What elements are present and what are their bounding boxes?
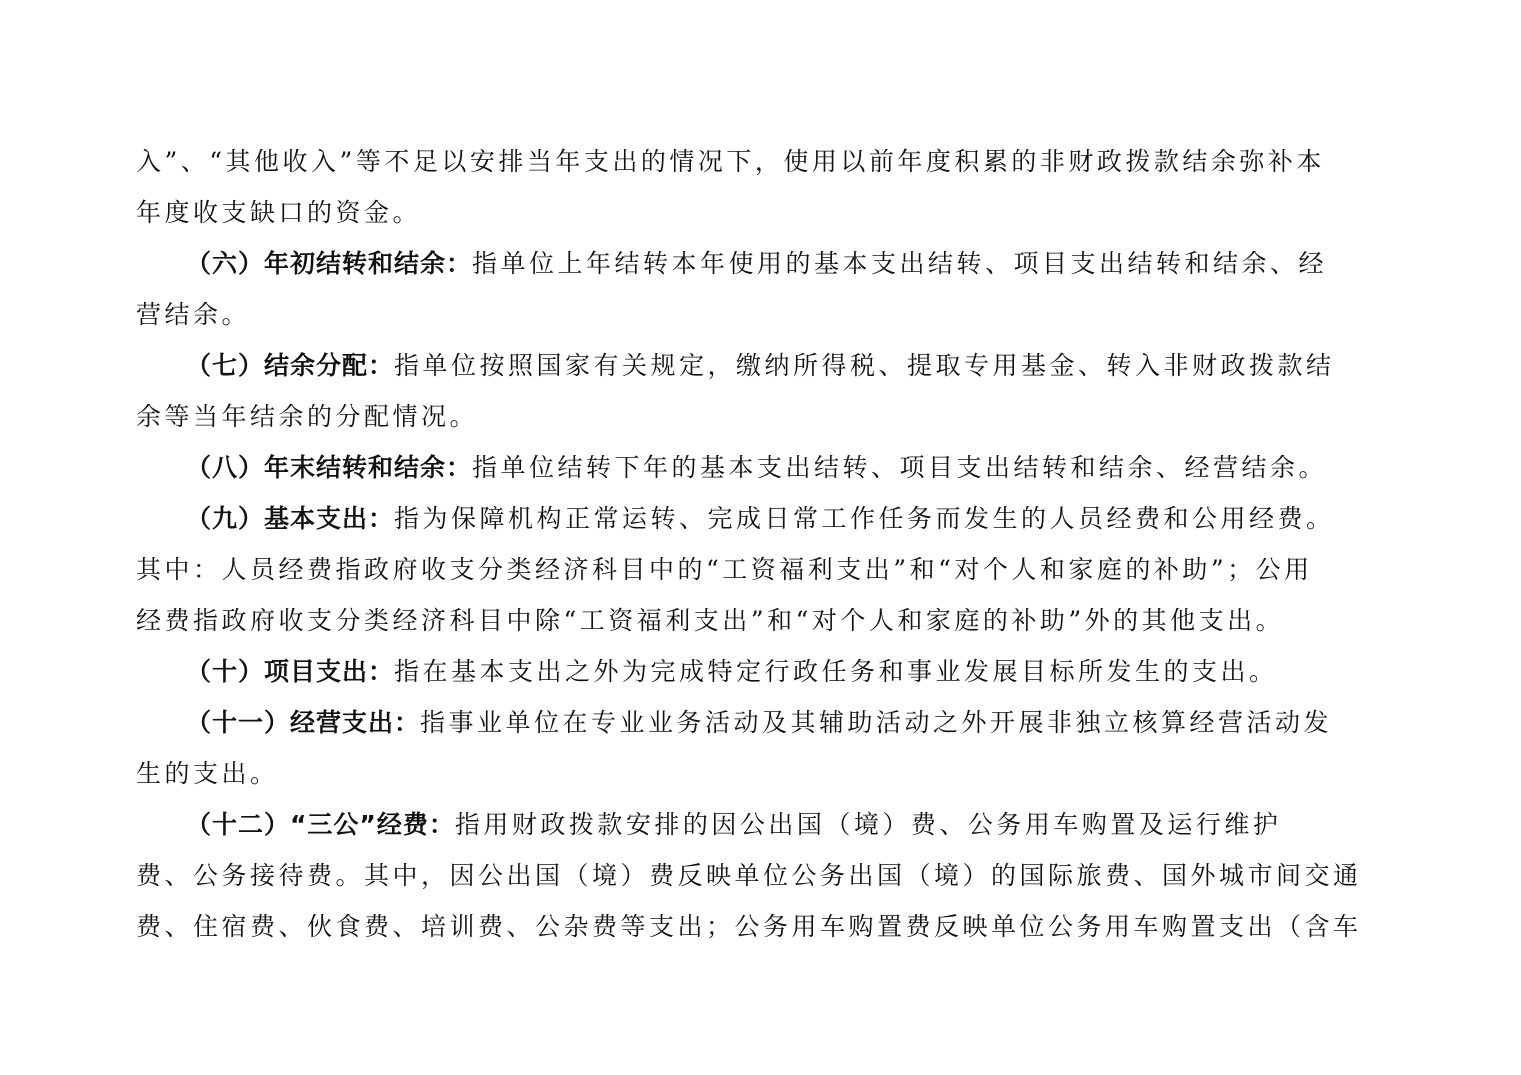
body-text: 指单位按照国家有关规定，缴纳所得税、提取专用基金、转入非财政拨款结 xyxy=(394,351,1335,380)
paragraph-6-line-2 xyxy=(136,300,250,330)
paragraph-10-line-1 xyxy=(186,657,1278,687)
paragraph-8-line-1 xyxy=(186,453,1327,483)
body-text: 生的支出。 xyxy=(136,759,279,788)
body-text: 指用财政拨款安排的因公出国（境）费、公务用车购置及运行维护 xyxy=(454,810,1282,839)
body-text: 费、住宿费、伙食费、培训费、公杂费等支出；公务用车购置费反映单位公务用车购置支出（含车 xyxy=(136,912,1362,941)
paragraph-6-line-1 xyxy=(186,249,1327,279)
term-heading: （十二）“三公”经费： xyxy=(186,810,455,839)
paragraph-continued-line-2 xyxy=(136,198,421,228)
body-text: 指为保障机构正常运转、完成日常工作任务而发生的人员经费和公用经费。 xyxy=(394,504,1335,533)
body-text: 入”、“其他收入”等不足以安排当年支出的情况下，使用以前年度积累的非财政拨款结余弥补本 xyxy=(136,147,1325,176)
paragraph-7-line-1 xyxy=(186,351,1335,381)
paragraph-continued-line-1 xyxy=(136,147,1325,177)
term-heading: （九）基本支出： xyxy=(186,504,395,533)
paragraph-9-line-3 xyxy=(136,606,1284,636)
body-text: 指在基本支出之外为完成特定行政任务和事业发展目标所发生的支出。 xyxy=(394,657,1278,686)
term-heading: （六）年初结转和结余： xyxy=(186,249,473,278)
body-text: 余等当年结余的分配情况。 xyxy=(136,402,479,431)
paragraph-12-line-2 xyxy=(136,861,1362,891)
body-text: 指单位上年结转本年使用的基本支出结转、项目支出结转和结余、经 xyxy=(472,249,1328,278)
paragraph-11-line-1 xyxy=(186,708,1332,738)
paragraph-9-line-2 xyxy=(136,555,1313,585)
term-heading: （十）项目支出： xyxy=(186,657,395,686)
body-text: 指单位结转下年的基本支出结转、项目支出结转和结余、经营结余。 xyxy=(472,453,1328,482)
term-heading: （八）年末结转和结余： xyxy=(186,453,473,482)
body-text: 指事业单位在专业业务活动及其辅助活动之外开展非独立核算经营活动发 xyxy=(420,708,1333,737)
body-text: 营结余。 xyxy=(136,300,251,329)
body-text: 费、公务接待费。其中，因公出国（境）费反映单位公务出国（境）的国际旅费、国外城市间交通 xyxy=(136,861,1362,890)
paragraph-12-line-1 xyxy=(186,810,1281,840)
paragraph-11-line-2 xyxy=(136,759,279,789)
body-text: 年度收支缺口的资金。 xyxy=(136,198,422,227)
paragraph-9-line-1 xyxy=(186,504,1335,534)
paragraph-7-line-2 xyxy=(136,402,478,432)
term-heading: （十一）经营支出： xyxy=(186,708,421,737)
term-heading: （七）结余分配： xyxy=(186,351,395,380)
body-text: 经费指政府收支分类经济科目中除“工资福利支出”和“对个人和家庭的补助”外的其他支出。 xyxy=(136,606,1285,635)
body-text: 其中：人员经费指政府收支分类经济科目中的“工资福利支出”和“对个人和家庭的补助”；公用 xyxy=(136,555,1313,584)
paragraph-12-line-3 xyxy=(136,912,1362,942)
